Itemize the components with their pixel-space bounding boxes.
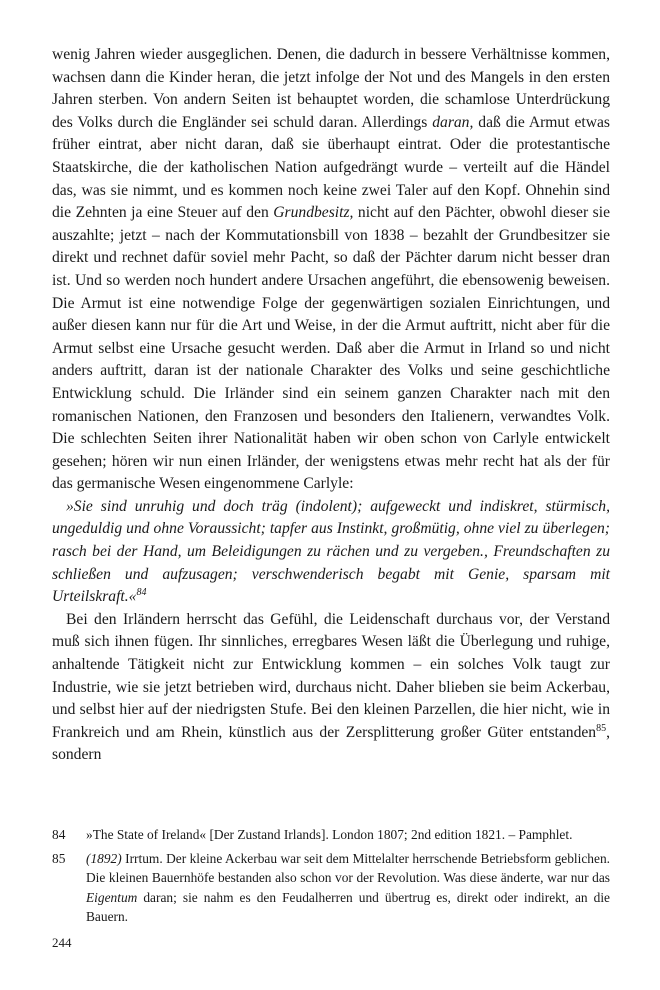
emphasis: Eigentum [86, 889, 138, 905]
text-run: nicht auf den Pächter, obwohl dieser sie auszahlte; jetzt – nach der Kommutationsbill von 1838 – bezahlt der Grundbesitzer sie direkt und rechnet dafür soviel mehr Pacht, so daß der Pächter darum nicht besser dran ist. Und so werden noch hundert andere Ursachen angeführt, die ebensowenig beweisen. Die Armut ist eine notwendige Folge der gegenwärtigen sozialen Einrichtungen, und außer diesen kann nur für die Art und Weise, in der die Armut auftritt, nicht aber für die Armut selbst eine Ursache gesucht werden. Daß aber die Armut in Irland so und nicht anders auftritt, daran ist der nationale Charakter des Volks und seine geschichtliche Entwicklung schuld. Die Irländer sind ein seinem ganzen Charakter nach mit den romanischen Nationen, den Franzosen und besonders den Italienern, verwandtes Volk. Die schlechten Seiten ihrer Nationalität haben wir oben schon von Carlyle entwickelt gesehen; hören wir nun einen Irländer, der wenigstens etwas mehr recht hat als der für das germanische Wesen eingenommene Carlyle: [52, 204, 611, 493]
footnote-ref-85[interactable]: 85 [596, 722, 607, 734]
footnote-text [86, 849, 610, 926]
footnote-year: (1892) [86, 851, 122, 867]
emphasis: Grundbesitz, [273, 204, 354, 222]
footnote-ref-84[interactable]: 84 [136, 587, 147, 599]
text-run: daß die Armut etwas früher eintrat, aber nicht daran, daß sie überhaupt eintrat. Oder die protestantische Staatskirche, die der katholischen Nation aufgedrängt wurde – verteilt auf die Händel das, was sie nimmt, und es kommen noch keine zwei Taler auf den Kopf. Ohnehin sind die Zehnten ja eine Steuer auf den [52, 113, 610, 222]
block-quote [52, 496, 610, 609]
paragraph-1 [52, 44, 610, 496]
footnote-text: »The State of Ireland« [Der Zustand Irlands]. London 1807; 2nd edition 1821. – Pamphlet. [86, 827, 573, 842]
text-run: daran; sie nahm es den Feudalherren und übertrug es, direkt oder indirekt, an die Bauern. [86, 889, 610, 924]
page-number: 244 [52, 935, 72, 950]
footnotes [52, 825, 610, 931]
main-text [52, 44, 610, 767]
text-run: wenig Jahren wieder ausgeglichen. Denen, die dadurch in bessere Verhältnisse kommen, wachsen dann die Kinder heran, die jetzt infolge der Not und des Mangels in den ersten Jahren sterben. Von andern Seiten ist behauptet worden, die schamlose Unterdrückung des Volks durch die Engländer sei schuld daran. Allerdings [52, 46, 610, 131]
emphasis: daran, [432, 113, 474, 131]
footnote-number: 85 [52, 851, 66, 867]
text-run: Bei den Irländern herrscht das Gefühl, die Leidenschaft durchaus vor, der Verstand muß sich ihnen fügen. Ihr sinnliches, erregbares Wesen läßt die Überlegung und ruhige, anhaltende Tätigkeit nicht zur Entwicklung kommen – ein solches Volk taugt zur Industrie, wie sie jetzt betrieben wird, durchaus nicht. Daher blieben sie beim Ackerbau, und selbst hier auf der niedrigsten Stufe. Bei den kleinen Parzellen, die hier nicht, wie in Frankreich und am Rhein, künstlich aus der Zersplitterung großer Güter entstanden [52, 610, 610, 741]
footnote-84 [52, 825, 610, 844]
footnote-85 [52, 849, 610, 926]
footnote-number: 84 [52, 827, 66, 842]
quote-text: »Sie sind unruhig und doch träg (indolent); aufgeweckt und indiskret, stürmisch, ungeduldig und ohne Voraussicht; tapfer aus Instinkt, großmütig, ohne viel zu überlegen; rasch bei der Hand, um Beleidigungen zu rächen und zu vergeben., Freundschaften zu schließen und aufzusagen; verschwenderisch begabt mit Genie, sparsam mit Urteilskraft.« [52, 497, 610, 606]
text-run: Irrtum. Der kleine Ackerbau war seit dem Mittelalter herrschende Betriebsform geblichen. Die kleinen Bauernhöfe bestanden also schon vor der Revolution. Was diese änderte, war nur das [86, 851, 610, 886]
text-run: , sondern [52, 723, 610, 764]
paragraph-2 [52, 609, 610, 767]
page-body [52, 44, 610, 767]
